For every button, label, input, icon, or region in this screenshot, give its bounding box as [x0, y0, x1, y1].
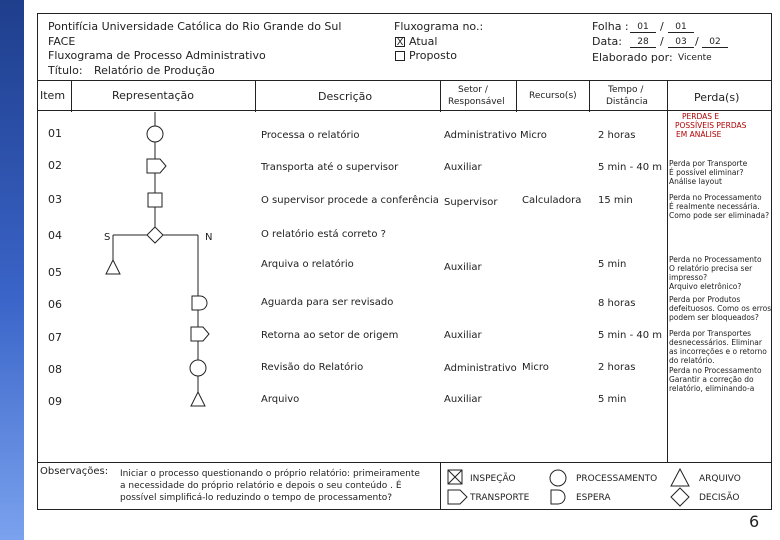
row-item: 01 — [48, 127, 62, 140]
legend-transporte: TRANSPORTE — [470, 493, 530, 503]
row-loss: Análise layout — [669, 177, 722, 186]
row-setor: Administrativo — [444, 363, 517, 374]
wait-icon — [551, 490, 565, 504]
inspection-icon — [148, 193, 162, 207]
page-number: 6 — [749, 512, 760, 531]
slash: / — [695, 35, 699, 48]
archive-icon — [191, 392, 205, 406]
column-recurso: Recurso(s) — [529, 91, 577, 101]
observations-label: Observações: — [40, 466, 109, 477]
column-representacao: Representação — [112, 89, 194, 102]
title-label: Título: — [48, 64, 83, 77]
column-setor-line2: Responsável — [448, 97, 505, 107]
row-item: 07 — [48, 331, 62, 344]
row-tempo: 5 min - 40 m — [598, 330, 663, 341]
row-tempo: 15 min — [598, 195, 633, 206]
folha-number: 01 — [630, 22, 656, 33]
row-recurso: Micro — [522, 362, 549, 373]
row-item: 09 — [48, 395, 62, 408]
row-loss: desnecessários. Eliminar — [669, 338, 762, 347]
observations-text: possível simplificá-lo reduzindo o tempo de processamento? — [120, 493, 393, 503]
row-setor: Auxiliar — [444, 262, 482, 273]
row-loss: impresso? — [669, 273, 708, 282]
observations-text: a necessidade do próprio relatório e depois o seu conteúdo . É — [120, 481, 402, 491]
row-setor: Auxiliar — [444, 162, 482, 173]
decision-yes-label: S — [104, 232, 111, 243]
slash: / — [660, 20, 664, 33]
row-loss: as incorreções e o retorno — [669, 347, 767, 356]
row-item: 02 — [48, 159, 62, 172]
transport-icon — [191, 327, 209, 341]
folha-label: Folha : — [592, 20, 629, 33]
legend-decisao: DECISÃO — [699, 493, 740, 503]
row-tempo: 5 min — [598, 394, 627, 405]
row-item: 04 — [48, 229, 62, 242]
folha-total: 01 — [668, 22, 694, 33]
row-setor: Administrativo — [444, 130, 517, 141]
legend-inspecao: INSPEÇÃO — [470, 474, 516, 484]
row-loss: do relatório. — [669, 356, 715, 365]
transport-icon — [147, 159, 166, 173]
legend-processamento: PROCESSAMENTO — [576, 474, 658, 484]
row-loss: O relatório precisa ser — [669, 264, 753, 273]
row-tempo: 2 horas — [598, 130, 636, 141]
transport-icon — [448, 490, 467, 504]
losses-note: POSSÍVEIS PERDAS — [675, 121, 747, 130]
row-tempo: 5 min — [598, 259, 627, 270]
row-setor: Supervisor — [444, 197, 498, 208]
row-item: 06 — [48, 298, 62, 311]
legend-espera: ESPERA — [576, 493, 611, 503]
row-loss: defeituosos. Como os erros — [669, 304, 772, 313]
row-item: 05 — [48, 266, 62, 279]
row-description: Revisão do Relatório — [261, 362, 364, 373]
row-description: O supervisor procede a conferência — [261, 195, 439, 206]
row-tempo: 8 horas — [598, 298, 636, 309]
decision-no-label: N — [205, 232, 213, 243]
column-tempo: Tempo / — [608, 85, 644, 95]
row-loss: Perda por Transportes — [669, 329, 752, 338]
row-recurso: Calculadora — [522, 195, 582, 206]
atual-label: Atual — [409, 35, 438, 48]
archive-icon — [106, 260, 120, 274]
row-loss: Arquivo eletrônico? — [669, 282, 742, 291]
institution-name: Pontifícia Universidade Católica do Rio Grande do Sul — [48, 20, 342, 33]
column-setor: Setor / — [458, 85, 488, 95]
row-setor: Auxiliar — [444, 330, 482, 341]
data-label: Data: — [592, 35, 622, 48]
decision-icon — [147, 227, 163, 243]
form-subject: Fluxograma de Processo Administrativo — [48, 49, 266, 62]
row-description: Arquiva o relatório — [261, 259, 354, 270]
row-loss: Perda por Transporte — [669, 159, 748, 168]
row-recurso: Micro — [520, 130, 547, 141]
atual-checkbox[interactable]: X — [396, 37, 404, 48]
row-description: Processa o relatório — [261, 130, 360, 141]
row-tempo: 2 horas — [598, 362, 636, 373]
archive-icon — [671, 469, 689, 486]
title-value: Relatório de Produção — [94, 64, 215, 77]
row-loss: Perda no Processamento — [669, 193, 762, 202]
row-loss: Perda por Produtos — [669, 295, 741, 304]
date-year: 02 — [702, 37, 728, 48]
processing-icon — [550, 470, 566, 486]
proposto-label: Proposto — [409, 49, 457, 62]
row-description: Transporta até o supervisor — [261, 162, 399, 173]
row-loss: Perda no Processamento — [669, 366, 762, 375]
row-description: O relatório está correto ? — [261, 229, 386, 240]
column-descricao: Descrição — [318, 90, 373, 103]
column-tempo-line2: Distância — [606, 97, 648, 107]
legend-arquivo: ARQUIVO — [699, 474, 741, 484]
losses-note: EM ANÁLISE — [676, 130, 722, 139]
row-loss: Garantir a correção do — [669, 375, 754, 384]
row-description: Arquivo — [261, 394, 300, 405]
row-item: 03 — [48, 193, 62, 206]
row-description: Aguarda para ser revisado — [261, 297, 394, 308]
row-loss: É possível eliminar? — [669, 168, 744, 177]
processing-icon — [190, 360, 206, 376]
slash: / — [660, 35, 664, 48]
row-item: 08 — [48, 363, 62, 376]
flow-number-label: Fluxograma no.: — [394, 20, 484, 33]
row-description: Retorna ao setor de origem — [261, 330, 399, 341]
column-perda: Perda(s) — [694, 91, 740, 104]
elaborado-label: Elaborado por: — [592, 51, 673, 64]
decision-icon — [671, 488, 689, 506]
column-item: Item — [40, 89, 66, 102]
losses-note: PERDAS E — [682, 112, 720, 121]
elaborado-value: Vicente — [678, 53, 712, 63]
faculty-name: FACE — [48, 35, 76, 48]
row-loss: Perda no Processamento — [669, 255, 762, 264]
date-day: 28 — [630, 37, 656, 48]
row-loss: É realmente necessária. — [669, 202, 760, 211]
row-loss: podem ser bloqueados? — [669, 313, 759, 322]
row-loss: relatório, eliminando-a — [669, 384, 755, 393]
processing-icon — [147, 126, 163, 142]
observations-text: Iniciar o processo questionando o próprio relatório: primeiramente — [120, 469, 420, 479]
row-setor: Auxiliar — [444, 394, 482, 405]
date-month: 03 — [668, 37, 694, 48]
row-loss: Como pode ser eliminada? — [669, 211, 770, 220]
row-tempo: 5 min - 40 m — [598, 162, 663, 173]
wait-icon — [192, 296, 207, 310]
